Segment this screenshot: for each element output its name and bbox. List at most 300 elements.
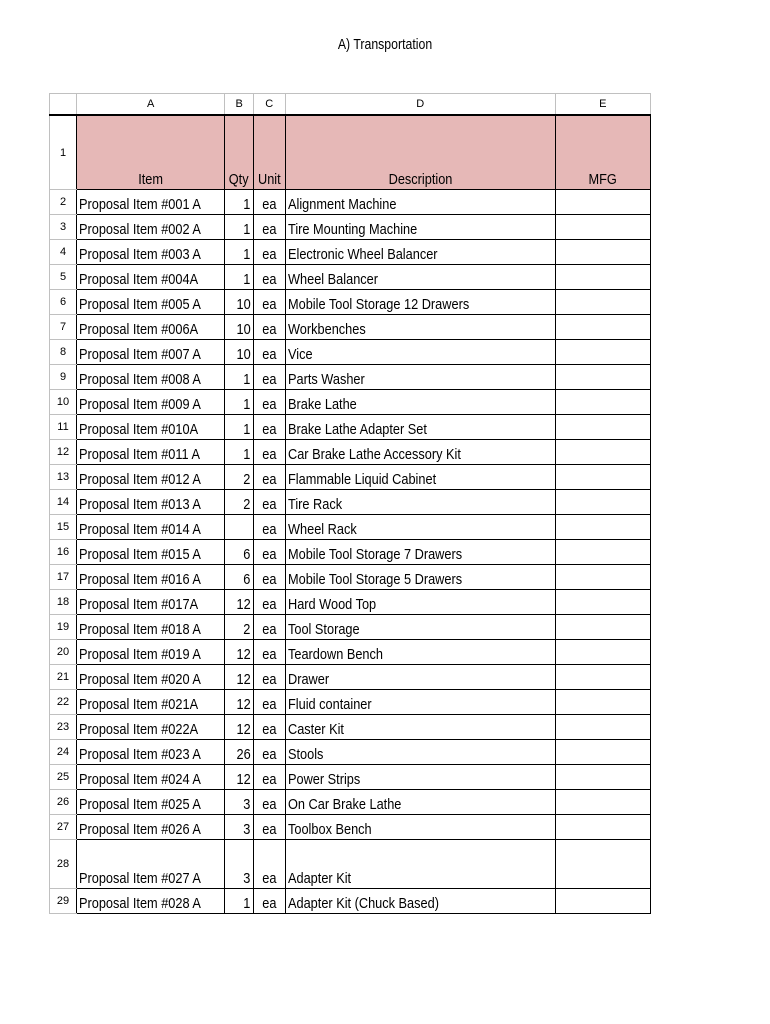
qty-text: 1 <box>243 271 251 288</box>
qty-cell[interactable] <box>225 515 253 540</box>
item-cell[interactable] <box>77 615 225 640</box>
description-cell[interactable] <box>285 565 555 590</box>
unit-cell[interactable] <box>253 190 285 215</box>
item-text: Proposal Item #012 A <box>79 471 201 488</box>
table-row <box>50 540 651 565</box>
item-cell[interactable] <box>77 790 225 815</box>
description-cell[interactable] <box>285 340 555 365</box>
unit-text: ea <box>262 396 277 413</box>
description-text: Hard Wood Top <box>287 596 376 613</box>
qty-cell[interactable] <box>225 390 253 415</box>
description-cell[interactable] <box>285 815 555 840</box>
row-number[interactable]: 8 <box>50 340 77 365</box>
table-row <box>50 215 651 240</box>
qty-text: 10 <box>236 346 251 363</box>
header-qty[interactable] <box>225 115 253 190</box>
table-row <box>50 740 651 765</box>
table-row <box>50 340 651 365</box>
mfg-cell[interactable] <box>555 765 650 790</box>
qty-cell[interactable] <box>225 290 253 315</box>
unit-text: ea <box>262 895 277 912</box>
table-row <box>50 715 651 740</box>
description-cell[interactable] <box>285 490 555 515</box>
table-row <box>50 290 651 315</box>
mfg-cell[interactable] <box>555 640 650 665</box>
qty-text: 12 <box>236 596 251 613</box>
mfg-cell[interactable] <box>555 415 650 440</box>
mfg-cell[interactable] <box>555 790 650 815</box>
description-cell[interactable] <box>285 315 555 340</box>
column-header-row <box>50 94 651 116</box>
item-cell[interactable] <box>77 815 225 840</box>
qty-cell[interactable] <box>225 465 253 490</box>
item-text: Proposal Item #022A <box>79 721 199 738</box>
qty-text: 1 <box>243 895 251 912</box>
description-cell[interactable] <box>285 790 555 815</box>
item-cell[interactable] <box>77 889 225 914</box>
mfg-cell[interactable] <box>555 590 650 615</box>
unit-text: ea <box>262 196 277 213</box>
unit-text: ea <box>262 596 277 613</box>
row-number[interactable]: 20 <box>50 640 77 665</box>
row-number[interactable]: 14 <box>50 490 77 515</box>
mfg-cell[interactable] <box>555 190 650 215</box>
qty-cell[interactable] <box>225 190 253 215</box>
unit-cell[interactable] <box>253 440 285 465</box>
header-mfg[interactable] <box>555 115 650 190</box>
mfg-cell[interactable] <box>555 440 650 465</box>
unit-text: ea <box>262 646 277 663</box>
qty-text: 1 <box>243 221 251 238</box>
mfg-cell[interactable] <box>555 715 650 740</box>
qty-text: 10 <box>236 296 251 313</box>
unit-cell[interactable] <box>253 640 285 665</box>
unit-cell[interactable] <box>253 340 285 365</box>
unit-cell[interactable] <box>253 665 285 690</box>
row-number[interactable]: 3 <box>50 215 77 240</box>
row-number[interactable]: 1 <box>50 115 77 190</box>
table-row <box>50 465 651 490</box>
qty-cell[interactable] <box>225 889 253 914</box>
item-text: Proposal Item #007 A <box>79 346 201 363</box>
description-cell[interactable] <box>285 365 555 390</box>
unit-cell[interactable] <box>253 290 285 315</box>
mfg-cell[interactable] <box>555 840 650 889</box>
unit-cell[interactable] <box>253 365 285 390</box>
description-cell[interactable] <box>285 889 555 914</box>
item-text: Proposal Item #019 A <box>79 646 201 663</box>
header-item[interactable] <box>77 115 225 190</box>
description-cell[interactable] <box>285 465 555 490</box>
mfg-cell[interactable] <box>555 340 650 365</box>
table-row <box>50 640 651 665</box>
table-row <box>50 365 651 390</box>
unit-cell[interactable] <box>253 265 285 290</box>
table-row <box>50 815 651 840</box>
header-description[interactable] <box>285 115 555 190</box>
item-cell[interactable] <box>77 340 225 365</box>
column-header-d[interactable]: D <box>285 94 555 116</box>
unit-text: ea <box>262 621 277 638</box>
qty-text: 1 <box>243 446 251 463</box>
qty-text: 12 <box>236 771 251 788</box>
item-text: Proposal Item #015 A <box>79 546 201 563</box>
item-text: Proposal Item #001 A <box>79 196 201 213</box>
header-unit-label: Unit <box>257 171 281 188</box>
header-row <box>50 115 651 190</box>
unit-cell[interactable] <box>253 315 285 340</box>
qty-cell[interactable] <box>225 715 253 740</box>
qty-cell[interactable] <box>225 340 253 365</box>
table-row <box>50 615 651 640</box>
item-cell[interactable] <box>77 590 225 615</box>
mfg-cell[interactable] <box>555 290 650 315</box>
row-number[interactable]: 15 <box>50 515 77 540</box>
unit-text: ea <box>262 521 277 538</box>
column-header-e[interactable]: E <box>555 94 650 116</box>
qty-cell[interactable] <box>225 565 253 590</box>
unit-cell[interactable] <box>253 765 285 790</box>
mfg-cell[interactable] <box>555 889 650 914</box>
qty-cell[interactable] <box>225 690 253 715</box>
item-cell[interactable] <box>77 690 225 715</box>
qty-cell[interactable] <box>225 740 253 765</box>
qty-cell[interactable] <box>225 815 253 840</box>
qty-cell[interactable] <box>225 440 253 465</box>
qty-cell[interactable] <box>225 790 253 815</box>
unit-text: ea <box>262 271 277 288</box>
column-header-c[interactable]: C <box>253 94 285 116</box>
description-cell[interactable] <box>285 690 555 715</box>
item-cell[interactable] <box>77 490 225 515</box>
table-row <box>50 690 651 715</box>
table-row <box>50 415 651 440</box>
item-cell[interactable] <box>77 715 225 740</box>
description-text: Tire Rack <box>287 496 342 513</box>
row-number[interactable]: 25 <box>50 765 77 790</box>
unit-text: ea <box>262 546 277 563</box>
description-text: Mobile Tool Storage 5 Drawers <box>287 571 462 588</box>
mfg-cell[interactable] <box>555 665 650 690</box>
item-text: Proposal Item #017A <box>79 596 199 613</box>
qty-cell[interactable] <box>225 215 253 240</box>
description-text: Toolbox Bench <box>287 821 372 838</box>
unit-cell[interactable] <box>253 615 285 640</box>
item-text: Proposal Item #010A <box>79 421 199 438</box>
row-number[interactable]: 9 <box>50 365 77 390</box>
table-row <box>50 790 651 815</box>
description-text: Drawer <box>287 671 329 688</box>
description-text: Tire Mounting Machine <box>287 221 417 238</box>
item-cell[interactable] <box>77 515 225 540</box>
table-row <box>50 315 651 340</box>
table-row <box>50 590 651 615</box>
description-text: Power Strips <box>287 771 361 788</box>
qty-cell[interactable] <box>225 365 253 390</box>
qty-cell[interactable] <box>225 665 253 690</box>
qty-text: 2 <box>243 621 251 638</box>
item-cell[interactable] <box>77 390 225 415</box>
row-number[interactable]: 21 <box>50 665 77 690</box>
mfg-cell[interactable] <box>555 690 650 715</box>
item-text: Proposal Item #025 A <box>79 796 201 813</box>
description-cell[interactable] <box>285 540 555 565</box>
table-row <box>50 190 651 215</box>
table-row <box>50 440 651 465</box>
description-cell[interactable] <box>285 415 555 440</box>
qty-text: 1 <box>243 421 251 438</box>
unit-cell[interactable] <box>253 590 285 615</box>
item-cell[interactable] <box>77 640 225 665</box>
mfg-cell[interactable] <box>555 615 650 640</box>
row-number[interactable]: 12 <box>50 440 77 465</box>
qty-text: 2 <box>243 496 251 513</box>
item-cell[interactable] <box>77 290 225 315</box>
description-cell[interactable] <box>285 590 555 615</box>
description-cell[interactable] <box>285 440 555 465</box>
description-cell[interactable] <box>285 515 555 540</box>
description-text: Adapter Kit <box>287 870 351 887</box>
item-text: Proposal Item #008 A <box>79 371 201 388</box>
mfg-cell[interactable] <box>555 390 650 415</box>
unit-text: ea <box>262 221 277 238</box>
row-number[interactable]: 7 <box>50 315 77 340</box>
row-number[interactable]: 29 <box>50 889 77 914</box>
description-cell[interactable] <box>285 240 555 265</box>
mfg-cell[interactable] <box>555 515 650 540</box>
qty-text: 12 <box>236 721 251 738</box>
qty-cell[interactable] <box>225 840 253 889</box>
qty-text: 1 <box>243 396 251 413</box>
description-text: Teardown Bench <box>287 646 383 663</box>
item-cell[interactable] <box>77 215 225 240</box>
item-cell[interactable] <box>77 840 225 889</box>
unit-cell[interactable] <box>253 840 285 889</box>
qty-cell[interactable] <box>225 315 253 340</box>
description-text: Vice <box>287 346 313 363</box>
table-row <box>50 565 651 590</box>
description-text: Alignment Machine <box>287 196 397 213</box>
qty-cell[interactable] <box>225 765 253 790</box>
unit-cell[interactable] <box>253 515 285 540</box>
item-cell[interactable] <box>77 365 225 390</box>
item-cell[interactable] <box>77 565 225 590</box>
table-row <box>50 390 651 415</box>
unit-cell[interactable] <box>253 815 285 840</box>
unit-cell[interactable] <box>253 490 285 515</box>
description-text: Wheel Balancer <box>287 271 378 288</box>
mfg-cell[interactable] <box>555 365 650 390</box>
qty-cell[interactable] <box>225 590 253 615</box>
unit-cell[interactable] <box>253 415 285 440</box>
column-header-b[interactable]: B <box>225 94 253 116</box>
item-text: Proposal Item #016 A <box>79 571 201 588</box>
mfg-cell[interactable] <box>555 240 650 265</box>
item-text: Proposal Item #023 A <box>79 746 201 763</box>
unit-cell[interactable] <box>253 889 285 914</box>
item-cell[interactable] <box>77 765 225 790</box>
mfg-cell[interactable] <box>555 315 650 340</box>
row-number[interactable]: 27 <box>50 815 77 840</box>
item-text: Proposal Item #021A <box>79 696 199 713</box>
mfg-cell[interactable] <box>555 215 650 240</box>
mfg-cell[interactable] <box>555 740 650 765</box>
qty-cell[interactable] <box>225 415 253 440</box>
item-cell[interactable] <box>77 540 225 565</box>
unit-text: ea <box>262 471 277 488</box>
item-cell[interactable] <box>77 465 225 490</box>
description-text: Tool Storage <box>287 621 360 638</box>
item-cell[interactable] <box>77 415 225 440</box>
row-number[interactable]: 6 <box>50 290 77 315</box>
mfg-cell[interactable] <box>555 265 650 290</box>
row-number[interactable]: 28 <box>50 840 77 889</box>
qty-text: 2 <box>243 471 251 488</box>
unit-text: ea <box>262 421 277 438</box>
table-row <box>50 515 651 540</box>
unit-cell[interactable] <box>253 790 285 815</box>
row-number[interactable]: 26 <box>50 790 77 815</box>
unit-cell[interactable] <box>253 215 285 240</box>
spreadsheet-table <box>49 93 651 914</box>
row-number[interactable]: 16 <box>50 540 77 565</box>
qty-cell[interactable] <box>225 540 253 565</box>
row-number[interactable]: 10 <box>50 390 77 415</box>
description-cell[interactable] <box>285 840 555 889</box>
item-cell[interactable] <box>77 240 225 265</box>
qty-text: 26 <box>236 746 251 763</box>
row-number[interactable]: 4 <box>50 240 77 265</box>
description-cell[interactable] <box>285 290 555 315</box>
unit-cell[interactable] <box>253 565 285 590</box>
qty-text: 12 <box>236 696 251 713</box>
item-text: Proposal Item #006A <box>79 321 199 338</box>
unit-text: ea <box>262 571 277 588</box>
description-text: Fluid container <box>287 696 372 713</box>
row-number[interactable]: 18 <box>50 590 77 615</box>
qty-cell[interactable] <box>225 490 253 515</box>
unit-text: ea <box>262 746 277 763</box>
description-text: Stools <box>287 746 324 763</box>
mfg-cell[interactable] <box>555 465 650 490</box>
item-cell[interactable] <box>77 190 225 215</box>
item-cell[interactable] <box>77 665 225 690</box>
qty-cell[interactable] <box>225 615 253 640</box>
mfg-cell[interactable] <box>555 490 650 515</box>
row-number[interactable]: 22 <box>50 690 77 715</box>
row-number[interactable]: 24 <box>50 740 77 765</box>
select-all-corner[interactable] <box>50 94 77 116</box>
unit-cell[interactable] <box>253 540 285 565</box>
item-text: Proposal Item #004A <box>79 271 199 288</box>
item-text: Proposal Item #014 A <box>79 521 201 538</box>
description-text: Wheel Rack <box>287 521 357 538</box>
unit-text: ea <box>262 371 277 388</box>
row-number[interactable]: 5 <box>50 265 77 290</box>
header-mfg-label: MFG <box>588 171 617 188</box>
table-row <box>50 765 651 790</box>
item-cell[interactable] <box>77 440 225 465</box>
description-cell[interactable] <box>285 665 555 690</box>
item-text: Proposal Item #027 A <box>79 870 201 887</box>
qty-cell[interactable] <box>225 640 253 665</box>
qty-cell[interactable] <box>225 240 253 265</box>
qty-text: 1 <box>243 371 251 388</box>
unit-cell[interactable] <box>253 465 285 490</box>
description-cell[interactable] <box>285 715 555 740</box>
description-cell[interactable] <box>285 640 555 665</box>
item-cell[interactable] <box>77 265 225 290</box>
qty-text: 6 <box>243 571 251 588</box>
table-row <box>50 889 651 914</box>
item-cell[interactable] <box>77 740 225 765</box>
unit-text: ea <box>262 446 277 463</box>
row-number[interactable]: 13 <box>50 465 77 490</box>
qty-text: 1 <box>243 196 251 213</box>
mfg-cell[interactable] <box>555 815 650 840</box>
item-text: Proposal Item #013 A <box>79 496 201 513</box>
qty-text: 1 <box>243 246 251 263</box>
qty-text: 3 <box>243 821 251 838</box>
item-text: Proposal Item #028 A <box>79 895 201 912</box>
row-number[interactable]: 23 <box>50 715 77 740</box>
qty-text: 10 <box>236 321 251 338</box>
description-text: Electronic Wheel Balancer <box>287 246 438 263</box>
unit-text: ea <box>262 496 277 513</box>
qty-text: 3 <box>243 796 251 813</box>
item-cell[interactable] <box>77 315 225 340</box>
unit-text: ea <box>262 671 277 688</box>
qty-text: 6 <box>243 546 251 563</box>
table-row <box>50 240 651 265</box>
header-qty-label: Qty <box>229 171 250 188</box>
description-cell[interactable] <box>285 390 555 415</box>
mfg-cell[interactable] <box>555 540 650 565</box>
unit-cell[interactable] <box>253 690 285 715</box>
unit-cell[interactable] <box>253 740 285 765</box>
header-item-label: Item <box>138 171 164 188</box>
unit-text: ea <box>262 771 277 788</box>
description-cell[interactable] <box>285 765 555 790</box>
qty-cell[interactable] <box>225 265 253 290</box>
row-number[interactable]: 11 <box>50 415 77 440</box>
description-text: Workbenches <box>287 321 366 338</box>
qty-text: 12 <box>236 646 251 663</box>
unit-cell[interactable] <box>253 240 285 265</box>
page-title: A) Transportation <box>337 36 433 53</box>
row-number[interactable]: 17 <box>50 565 77 590</box>
unit-text: ea <box>262 321 277 338</box>
column-header-a[interactable]: A <box>77 94 225 116</box>
unit-cell[interactable] <box>253 390 285 415</box>
item-text: Proposal Item #005 A <box>79 296 201 313</box>
description-text: On Car Brake Lathe <box>287 796 402 813</box>
description-text: Adapter Kit (Chuck Based) <box>287 895 439 912</box>
description-text: Flammable Liquid Cabinet <box>287 471 436 488</box>
row-number[interactable]: 19 <box>50 615 77 640</box>
unit-text: ea <box>262 821 277 838</box>
description-cell[interactable] <box>285 265 555 290</box>
header-unit[interactable] <box>253 115 285 190</box>
unit-cell[interactable] <box>253 715 285 740</box>
description-cell[interactable] <box>285 190 555 215</box>
description-cell[interactable] <box>285 215 555 240</box>
description-cell[interactable] <box>285 615 555 640</box>
table-row <box>50 265 651 290</box>
row-number[interactable]: 2 <box>50 190 77 215</box>
description-cell[interactable] <box>285 740 555 765</box>
mfg-cell[interactable] <box>555 565 650 590</box>
